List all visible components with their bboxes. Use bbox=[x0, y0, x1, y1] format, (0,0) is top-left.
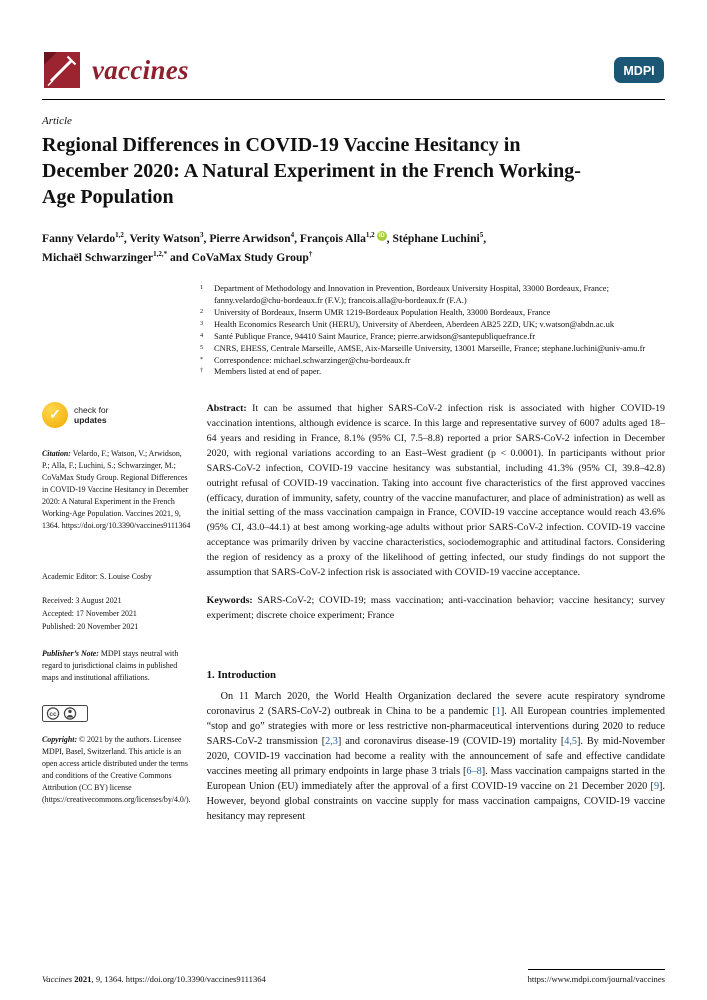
intro-text: ] and coronavirus disease-19 (COVID-19) mortality [ bbox=[337, 736, 565, 748]
affiliation-row bbox=[200, 331, 665, 343]
affiliation-row bbox=[200, 343, 665, 355]
intro-text: ]. However, beyond global constraints on vaccine supply for mass vaccination campaigns, COVID-19 vaccine hesitancy may represent bbox=[206, 781, 665, 823]
affiliation-text: Health Economics Research Unit (HERU), University of Aberdeen, Aberdeen AB25 2ZD, UK; v.watson@abdn.ac.uk bbox=[214, 318, 615, 329]
introduction-paragraph bbox=[207, 690, 665, 825]
author-affiliation-sup: 1,2,* bbox=[153, 250, 168, 259]
footer-pagenum: , 1364. bbox=[100, 974, 126, 984]
content-columns bbox=[42, 402, 665, 825]
affiliation-number: * bbox=[200, 355, 204, 363]
affiliation-number: 4 bbox=[200, 331, 204, 339]
affiliation-number: 1 bbox=[200, 284, 204, 292]
author-affiliation-sup: † bbox=[308, 250, 313, 259]
affiliation-row bbox=[200, 366, 665, 378]
orcid-icon[interactable]: iD bbox=[378, 233, 385, 240]
affiliation-row bbox=[200, 283, 665, 307]
affiliation-text: University of Bordeaux, Inserm UMR 1219-Bordeaux Population Health, 33000 Bordeaux, France bbox=[214, 307, 551, 318]
main-column bbox=[207, 402, 665, 825]
page-header bbox=[42, 0, 665, 90]
author-separator: , bbox=[203, 232, 210, 245]
keywords-text: SARS-CoV-2; COVID-19; mass vaccination; anti-vaccination behavior; vaccine hesitancy; survey experiment; discrete choice experiment; France bbox=[206, 594, 665, 621]
citation-text: Velardo, F.; Watson, V.; Arwidson, P.; Alla, F.; Luchini, S.; Schwarzinger, M.; CoVaMax Study Group. Regional Differences in COVID-19 Vaccine Hesitancy in December 2020: A Natural Experiment in the French Working-Age Population. Vaccines 2021, 9, 1364. https://doi.org/10.3390/vaccines9111364 bbox=[42, 449, 191, 530]
syringe-icon bbox=[42, 50, 82, 90]
abstract bbox=[207, 402, 665, 580]
affiliations-list bbox=[200, 283, 665, 378]
author-name: François Alla bbox=[299, 232, 366, 245]
page-footer bbox=[42, 969, 665, 984]
abstract-text: It can be assumed that higher SARS-CoV-2 infection risk is associated with higher COVID-19 vaccination intentions, although evidence is scarce. In this large and representative survey of 6007 adults aged 18–64 years and residing in France, 8.1% (95% CI, 7.5–8.8) reported a prior SARS-CoV-2 infection in December 2020, with regional variations according to an East–West gradient (p < 0.0001). In participants without prior SARS-CoV-2 infection, COVID-19 vaccine hesitancy was substantial, including 41.3% (95% CI, 39.8–42.8) outright refusal of COVID-19 vaccination. Taking into account five characteristics of the first approved vaccines (efficacy, duration of immunity, safety, country of the vaccine manufacturer, and place of administration) as well as the initial setting of the mass vaccination campaign in France, COVID-19 vaccine acceptance would reach 43.6% (95% CI, 43.0–44.1) at best among working-age adults without prior SARS-CoV-2 infection. COVID-19 vaccine acceptance was primarily driven by vaccine characteristics, sociodemographic and attitudinal factors. Considering the region of residency as a proxy of the likelihood of getting infected, our study findings do not support the assumption that SARS-CoV-2 infection risk is associated with COVID-19 vaccine acceptance. bbox=[206, 403, 665, 578]
citation-ref[interactable]: 6–8 bbox=[466, 766, 482, 778]
article-type-label: Article bbox=[42, 115, 72, 127]
affiliation-text: Santé Publique France, 94410 Saint Maurice, France; pierre.arwidson@santepubliquefrance.fr bbox=[214, 330, 536, 341]
intro-text: ]. Mass vaccination campaigns started in the European Union (EU) immediately after the approval of a first COVID-19 vaccine on 21 December 2020 [ bbox=[206, 766, 665, 793]
copyright-text: © 2021 by the authors. Licensee MDPI, Basel, Switzerland. This article is an open access article distributed under the terms and conditions of the Creative Commons Attribution (CC BY) license (https://creativecommons.org/licenses/by/4.0/). bbox=[42, 735, 191, 804]
article-title: Regional Differences in COVID-19 Vaccine Hesitancy in December 2020: A Natural Experiment in the French Working-Age Population bbox=[42, 134, 581, 208]
journal-name: vaccines bbox=[92, 54, 189, 85]
affiliation-row bbox=[200, 355, 665, 367]
svg-text:MDPI: MDPI bbox=[623, 64, 655, 78]
copyright-label: Copyright: bbox=[42, 735, 78, 745]
author-affiliation-sup: 1,2 bbox=[365, 231, 375, 240]
footer-volume: , 9 bbox=[91, 974, 101, 984]
citation-label: Citation: bbox=[42, 449, 71, 459]
cc-by-badge[interactable] bbox=[42, 705, 191, 726]
check-for-updates-badge[interactable] bbox=[42, 402, 132, 428]
author-name: Pierre Arwidson bbox=[209, 232, 291, 245]
abstract-label: Abstract: bbox=[206, 403, 247, 415]
copyright-block bbox=[42, 734, 191, 805]
published-date: Published: 20 November 2021 bbox=[42, 621, 139, 631]
publishers-note bbox=[42, 648, 191, 684]
cc-by-icon bbox=[42, 705, 88, 722]
footer-doi-link[interactable]: https://doi.org/10.3390/vaccines9111364 bbox=[125, 974, 266, 984]
author-name: Verity Watson bbox=[129, 232, 201, 245]
header-rule bbox=[42, 99, 665, 100]
affiliation-text: Department of Methodology and Innovation in Prevention, Bordeaux University Hospital, 33000 Bordeaux, France; fanny.velardo@chu-bordeaux.fr (F.V.); francois.alla@u-bordeaux.fr (F.A.) bbox=[214, 283, 609, 306]
intro-text: On 11 March 2020, the World Health Organization declared the severe acute respiratory syndrome coronavirus 2 (SARS-CoV-2) outbreak in China to be a pandemic [ bbox=[206, 691, 665, 718]
badge-line1: check for bbox=[74, 405, 109, 416]
keywords bbox=[207, 594, 665, 624]
intro-text: ]. By mid-November 2020, COVID-19 vaccination had become a reality with the announcement of safe and effective candidate vaccines meeting all primary endpoints in large phase 3 trials [ bbox=[206, 736, 665, 778]
received-date: Received: 3 August 2021 bbox=[42, 596, 122, 606]
publishers-note-text: MDPI stays neutral with regard to jurisdictional claims in published maps and institutional affiliations. bbox=[42, 648, 179, 682]
author-separator: , bbox=[386, 232, 393, 245]
affiliation-row bbox=[200, 307, 665, 319]
authors-line bbox=[42, 229, 665, 267]
affiliation-number: † bbox=[200, 367, 204, 375]
history-dates bbox=[42, 595, 191, 633]
citation-block bbox=[42, 448, 191, 531]
svg-text:cc: cc bbox=[49, 711, 57, 719]
author-separator: , bbox=[123, 232, 130, 245]
keywords-label: Keywords: bbox=[206, 594, 253, 606]
author-affiliation-sup: 3 bbox=[200, 231, 204, 240]
author-separator: , bbox=[483, 232, 487, 245]
publishers-note-label: Publisher’s Note: bbox=[42, 648, 99, 658]
citation-ref[interactable]: 4,5 bbox=[564, 736, 577, 748]
author-name: Fanny Velardo bbox=[42, 232, 116, 245]
badge-label bbox=[74, 405, 109, 425]
affiliation-row bbox=[200, 319, 665, 331]
author-separator: and bbox=[167, 251, 192, 265]
author-affiliation-sup: 1,2 bbox=[115, 231, 124, 240]
footer-journal-name: Vaccines bbox=[42, 974, 73, 984]
footer-journal-url[interactable]: https://www.mdpi.com/journal/vaccines bbox=[528, 969, 665, 984]
author-affiliation-sup: 4 bbox=[290, 231, 295, 240]
citation-ref[interactable]: 1 bbox=[495, 706, 501, 718]
journal-logo bbox=[42, 50, 189, 90]
affiliation-number: 2 bbox=[200, 308, 204, 316]
mdpi-logo[interactable] bbox=[613, 56, 665, 84]
citation-ref[interactable]: 9 bbox=[653, 781, 660, 793]
introduction-heading: 1. Introduction bbox=[206, 669, 277, 682]
affiliation-text: CNRS, EHESS, Centrale Marseille, AMSE, Aix-Marseille University, 13001 Marseille, France; stephane.luchini@univ-amu.fr bbox=[214, 342, 646, 353]
author-affiliation-sup: 5 bbox=[479, 231, 484, 240]
check-icon: ✓ bbox=[42, 402, 68, 428]
author-separator: , bbox=[294, 232, 300, 245]
footer-citation bbox=[42, 974, 266, 984]
intro-text: ]. All European countries implemented “stop and go” strategies with more or less restrictive non-pharmaceutical interventions during 2020 to reduce SARS-CoV-2 transmission [ bbox=[206, 706, 665, 748]
footer-year: 2021 bbox=[72, 974, 92, 984]
affiliation-text: Correspondence: michael.schwarzinger@chu-bordeaux.fr bbox=[214, 354, 411, 365]
affiliation-number: 3 bbox=[200, 319, 204, 327]
author-name: CoVaMax Study Group bbox=[191, 251, 309, 265]
sidebar bbox=[42, 402, 207, 825]
affiliation-number: 5 bbox=[200, 343, 204, 351]
badge-line2: updates bbox=[74, 415, 107, 426]
author-name: Stéphane Luchini bbox=[392, 232, 480, 245]
citation-ref[interactable]: 2,3 bbox=[325, 736, 338, 748]
affiliation-text: Members listed at end of paper. bbox=[214, 366, 322, 377]
academic-editor: Academic Editor: S. Louise Cosby bbox=[42, 572, 152, 582]
accepted-date: Accepted: 17 November 2021 bbox=[42, 609, 137, 619]
author-name: Michaël Schwarzinger bbox=[42, 251, 154, 265]
